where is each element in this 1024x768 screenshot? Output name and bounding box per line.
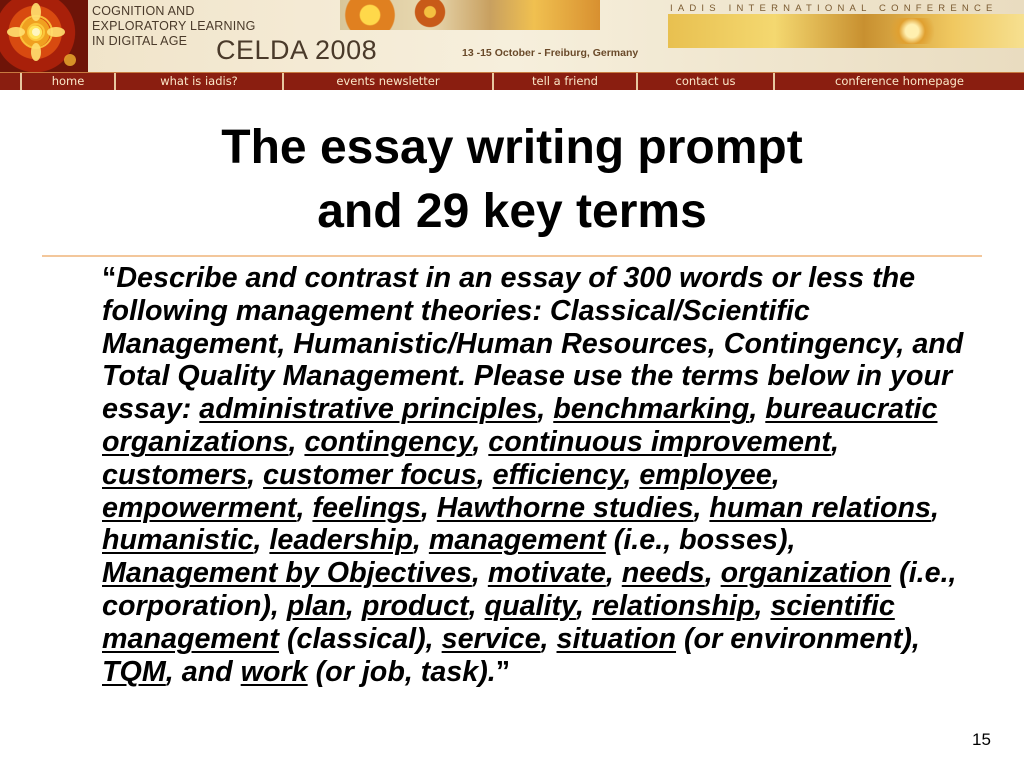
open-quote: “ — [102, 262, 117, 294]
page-number: 15 — [972, 730, 991, 749]
key-term-separator: , — [930, 491, 939, 524]
key-term-separator: , — [476, 458, 493, 491]
key-term-separator: , — [575, 589, 592, 622]
prompt-intro: Describe and contrast in an essay of 300 words or less the following management theories: Classical/Scientific Management, Humanistic/Human Resources, Contingency, and Total Quality Management. Please use the terms below in your essay: — [102, 262, 964, 426]
slide-title — [0, 116, 1024, 244]
conference-banner — [0, 0, 1024, 72]
banner-decoration — [668, 14, 1024, 48]
key-term-separator: (or environment), — [676, 622, 920, 655]
key-term: motivate — [487, 557, 606, 590]
key-term-separator: , — [420, 491, 437, 524]
key-term: quality — [484, 589, 576, 622]
key-term: administrative principles — [199, 393, 538, 426]
nav-item-contact-us[interactable]: contact us — [638, 73, 775, 90]
slide-title-line-1: The essay writing prompt — [221, 121, 803, 174]
key-term: Management by Objectives — [102, 557, 472, 590]
key-term: management — [428, 524, 606, 557]
key-term-separator: (i.e., bosses), — [605, 524, 796, 557]
key-term-separator: , — [693, 491, 710, 524]
key-term: employee — [639, 458, 772, 491]
key-term-separator: , — [830, 425, 839, 458]
key-term: product — [361, 589, 469, 622]
key-term-separator: , — [749, 393, 766, 426]
key-term: scientific management — [102, 589, 895, 655]
key-term-separator: , — [471, 557, 488, 590]
key-term: customers — [102, 458, 248, 491]
key-term: efficiency — [492, 458, 624, 491]
banner-decoration — [340, 0, 490, 30]
key-term: human relations — [709, 491, 931, 524]
conference-dates: 13 -15 October - Freiburg, Germany — [462, 47, 639, 59]
key-term-separator: , — [472, 425, 489, 458]
key-term: feelings — [312, 491, 421, 524]
key-term: customer focus — [263, 458, 477, 491]
key-term: bureaucratic organizations — [102, 393, 938, 458]
key-term: relationship — [591, 589, 755, 622]
key-term: Hawthorne studies — [436, 491, 694, 524]
theme-line-2: EXPLORATORY LEARNING — [92, 19, 256, 33]
close-quote: ” — [495, 655, 511, 688]
key-term-separator: , — [537, 393, 554, 426]
key-term-separator: , — [468, 589, 485, 622]
key-term-separator: , — [288, 425, 305, 458]
key-term: work — [240, 655, 308, 688]
nav-bar — [0, 72, 1024, 90]
key-term: needs — [621, 557, 705, 590]
key-term-separator: , — [540, 622, 557, 655]
key-term: benchmarking — [553, 393, 750, 426]
key-term: situation — [556, 622, 677, 655]
nav-item-what-is-iadis[interactable]: what is iadis? — [116, 73, 284, 90]
key-term: leadership — [269, 524, 413, 557]
key-term: TQM — [102, 655, 166, 688]
key-term-separator: , — [253, 524, 270, 557]
theme-line-3: IN DIGITAL AGE — [92, 34, 188, 48]
key-term: humanistic — [102, 524, 254, 557]
key-term-separator: , — [296, 491, 313, 524]
key-term: service — [441, 622, 541, 655]
key-term-separator: , — [754, 589, 771, 622]
key-term-separator: , — [345, 589, 362, 622]
key-term-separator: , — [623, 458, 640, 491]
nav-spacer — [0, 73, 22, 90]
key-term-separator: , — [704, 557, 721, 590]
banner-decoration — [490, 0, 600, 30]
nav-item-events-newsletter[interactable]: events newsletter — [284, 73, 494, 90]
key-term-separator: (or job, task). — [307, 655, 496, 688]
key-term-separator: , — [771, 458, 780, 491]
conference-name: CELDA 2008 — [216, 35, 378, 65]
flower-logo-icon — [0, 0, 88, 72]
nav-item-home[interactable]: home — [22, 73, 116, 90]
key-term: organization — [720, 557, 892, 590]
key-term: plan — [286, 589, 346, 622]
organizer-name: IADIS INTERNATIONAL CONFERENCE — [670, 3, 998, 14]
key-term-separator: , — [412, 524, 429, 557]
slide-title-line-2: and 29 key terms — [317, 185, 707, 238]
key-term: continuous improvement — [488, 425, 831, 458]
key-term: empowerment — [102, 491, 297, 524]
title-divider — [42, 255, 982, 257]
key-term: contingency — [304, 425, 473, 458]
key-term-separator: , and — [165, 655, 241, 688]
key-term-separator: , — [605, 557, 622, 590]
essay-prompt — [102, 262, 970, 688]
key-term-separator: (classical), — [278, 622, 442, 655]
theme-line-1: COGNITION AND — [92, 4, 195, 18]
key-term-separator: , — [247, 458, 264, 491]
key-term-separator: (i.e., corporation), — [102, 557, 957, 622]
key-terms-list — [102, 393, 957, 687]
nav-item-tell-a-friend[interactable]: tell a friend — [494, 73, 638, 90]
nav-item-conference-homepage[interactable]: conference homepage — [835, 74, 964, 88]
